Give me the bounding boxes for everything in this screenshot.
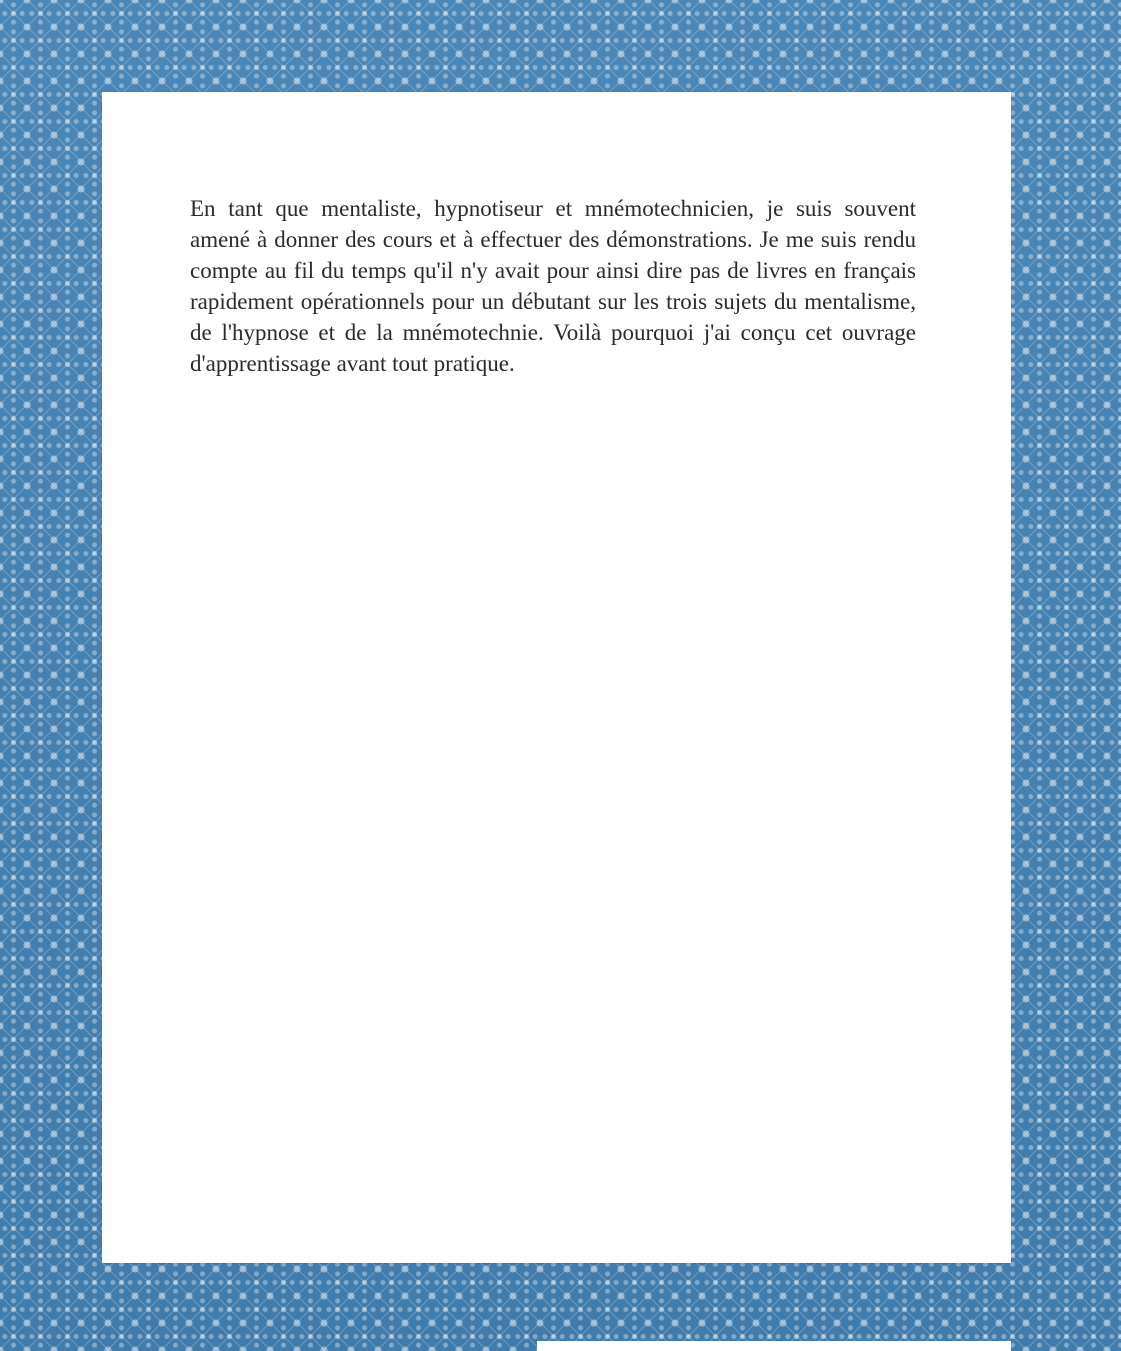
next-page-edge — [537, 1341, 1011, 1351]
page-sheet — [102, 92, 1011, 1263]
intro-paragraph: En tant que mentaliste, hypnotiseur et mnémotechnicien, je suis souvent amené à donner des cours et à effectuer des démonstrations. Je me suis rendu compte au fil du temps qu'il n'y avait pour ainsi dire pas de livres en français rapidement opérationnels pour un débutant sur les trois sujets du mentalisme, de l'hypnose et de la mnémotechnie. Voilà pourquoi j'ai conçu cet ouvrage d'apprentissage avant tout pratique. — [190, 196, 916, 376]
